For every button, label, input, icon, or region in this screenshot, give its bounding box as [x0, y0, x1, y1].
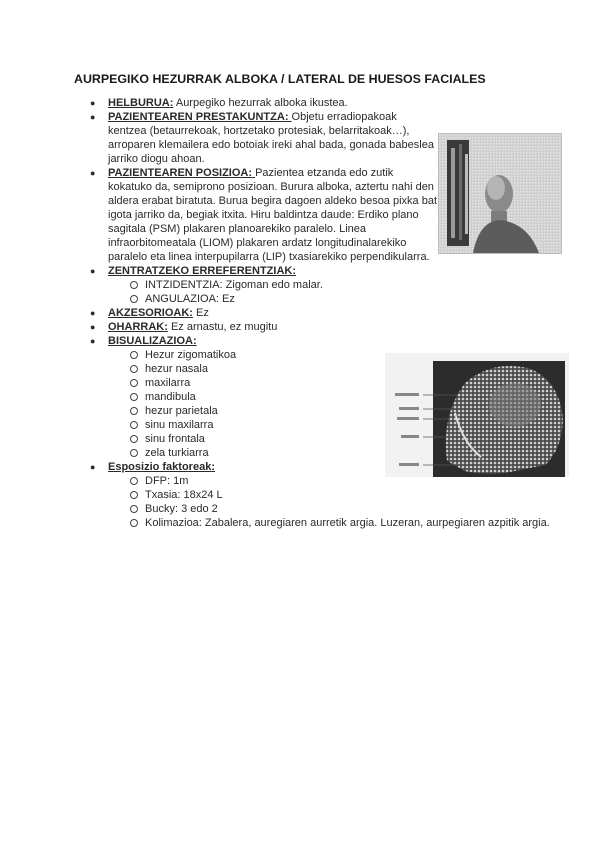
list-item-esposizio: ● Esposizio faktoreak: [90, 461, 215, 473]
bullet-icon: ● [90, 98, 96, 108]
circle-bullet-icon [130, 449, 138, 457]
list-item-akzesorioak: ● AKZESORIOAK: Ez [90, 307, 209, 319]
list-item-oharrak: ● OHARRAK: Ez arnastu, ez mugitu [90, 321, 278, 333]
list-item-zentratzeko [0, 264, 600, 278]
sub-item-dfp: DFP: 1m [0, 474, 600, 488]
sub-item-parietala: hezur parietala [0, 404, 600, 418]
sub-item-angulazioa: ANGULAZIOA: Ez [0, 292, 600, 306]
sub-item-zigomatikoa: Hezur zigomatikoa [0, 348, 600, 362]
sub-item-mandibula: mandibula [0, 390, 600, 404]
patient-position-image [439, 134, 561, 253]
item-heading: PAZIENTEAREN PRESTAKUNTZA: [108, 111, 289, 123]
circle-bullet-icon [130, 295, 138, 303]
item-heading: AKZESORIOAK [108, 307, 190, 319]
circle-bullet-icon [130, 281, 138, 289]
item-text: Aurpegiko hezurrak alboka ikustea. [173, 97, 348, 109]
sub-item-intzidentzia: INTZIDENTZIA: Zigoman edo malar. [0, 278, 600, 292]
patient-position-photo [438, 133, 562, 254]
bullet-icon: ● [90, 308, 96, 318]
circle-bullet-icon [130, 407, 138, 415]
item-heading: HELBURUA [108, 97, 170, 109]
item-heading: OHARRAK [108, 321, 165, 333]
circle-bullet-icon [130, 491, 138, 499]
circle-bullet-icon [130, 477, 138, 485]
bullet-icon: ● [90, 336, 96, 346]
list-item-helburua: ● HELBURUA: Aurpegiko hezurrak alboka ikustea. [90, 97, 348, 109]
item-heading: BISUALIZAZIOA [108, 335, 193, 347]
circle-bullet-icon [130, 519, 138, 527]
circle-bullet-icon [130, 379, 138, 387]
item-heading: PAZIENTEAREN POSIZIOA: [108, 167, 253, 179]
xray-illustration [385, 353, 569, 477]
list-item-bisualizazioa: ● BISUALIZAZIOA: [90, 335, 197, 347]
circle-bullet-icon [130, 421, 138, 429]
item-heading: Esposizio faktoreak [108, 461, 212, 473]
bullet-icon: ● [90, 266, 96, 276]
sub-item-sinu-frontala: sinu frontala [0, 432, 600, 446]
lateral-xray-image [385, 353, 569, 477]
sub-item-sinu-maxilarra: sinu maxilarra [0, 418, 600, 432]
circle-bullet-icon [130, 351, 138, 359]
circle-bullet-icon [130, 435, 138, 443]
circle-bullet-icon [130, 505, 138, 513]
circle-bullet-icon [130, 365, 138, 373]
item-text: Pazientea etzanda edo zutik kokatuko da, semiprono posizioan. Burura alboka, aztertu nahi den aldera erabat biratuta. Burua begira dagoen aldeko besoa pixka bat igota jarriko da, begiak itxita. Hiru baldintza daude: Erdiko plano sagitala (PSM) plakaren planoarekiko paralelo. Linea infraorbitomeatala (LIOM) plakaren ardatz longitudinalarekiko paralelo eta linea interpupilarra (LIP) txasiarekiko perpendikularra. [108, 167, 438, 263]
bullet-icon: ● [90, 322, 96, 332]
bullet-icon: ● [90, 462, 96, 472]
sub-item-kolimazioa: Kolimazioa: Zabalera, auregiaren aurretik argia. Luzeran, aurpegiaren azpitik argia. [0, 516, 600, 530]
bullet-icon: ● [90, 168, 96, 178]
circle-bullet-icon [130, 393, 138, 401]
sub-item-maxilarra: maxilarra [0, 376, 600, 390]
item-text: Objetu erradiopakoak kentzea (betaurrekoak, hortzetako protesiak, belarritakoak…), arroparen klemailera edo botoiak ireki ahal bada, gonada babeslea jarriko diogu ahoan. [108, 111, 434, 165]
item-text: Ez arnastu, ez mugitu [167, 321, 278, 333]
page-title: AURPEGIKO HEZURRAK ALBOKA / LATERAL DE HUESOS FACIALES [74, 72, 486, 86]
sub-item-nasala: hezur nasala [0, 362, 600, 376]
sub-item-zela-turkiarra: zela turkiarra [0, 446, 600, 460]
bullet-icon: ● [90, 112, 96, 122]
sub-item-bucky: Bucky: 3 edo 2 [0, 502, 600, 516]
sub-item-txasia: Txasia: 18x24 L [0, 488, 600, 502]
item-text: Ez [192, 307, 209, 319]
item-heading: ZENTRATZEKO ERREFERENTZIAK: [108, 265, 297, 277]
